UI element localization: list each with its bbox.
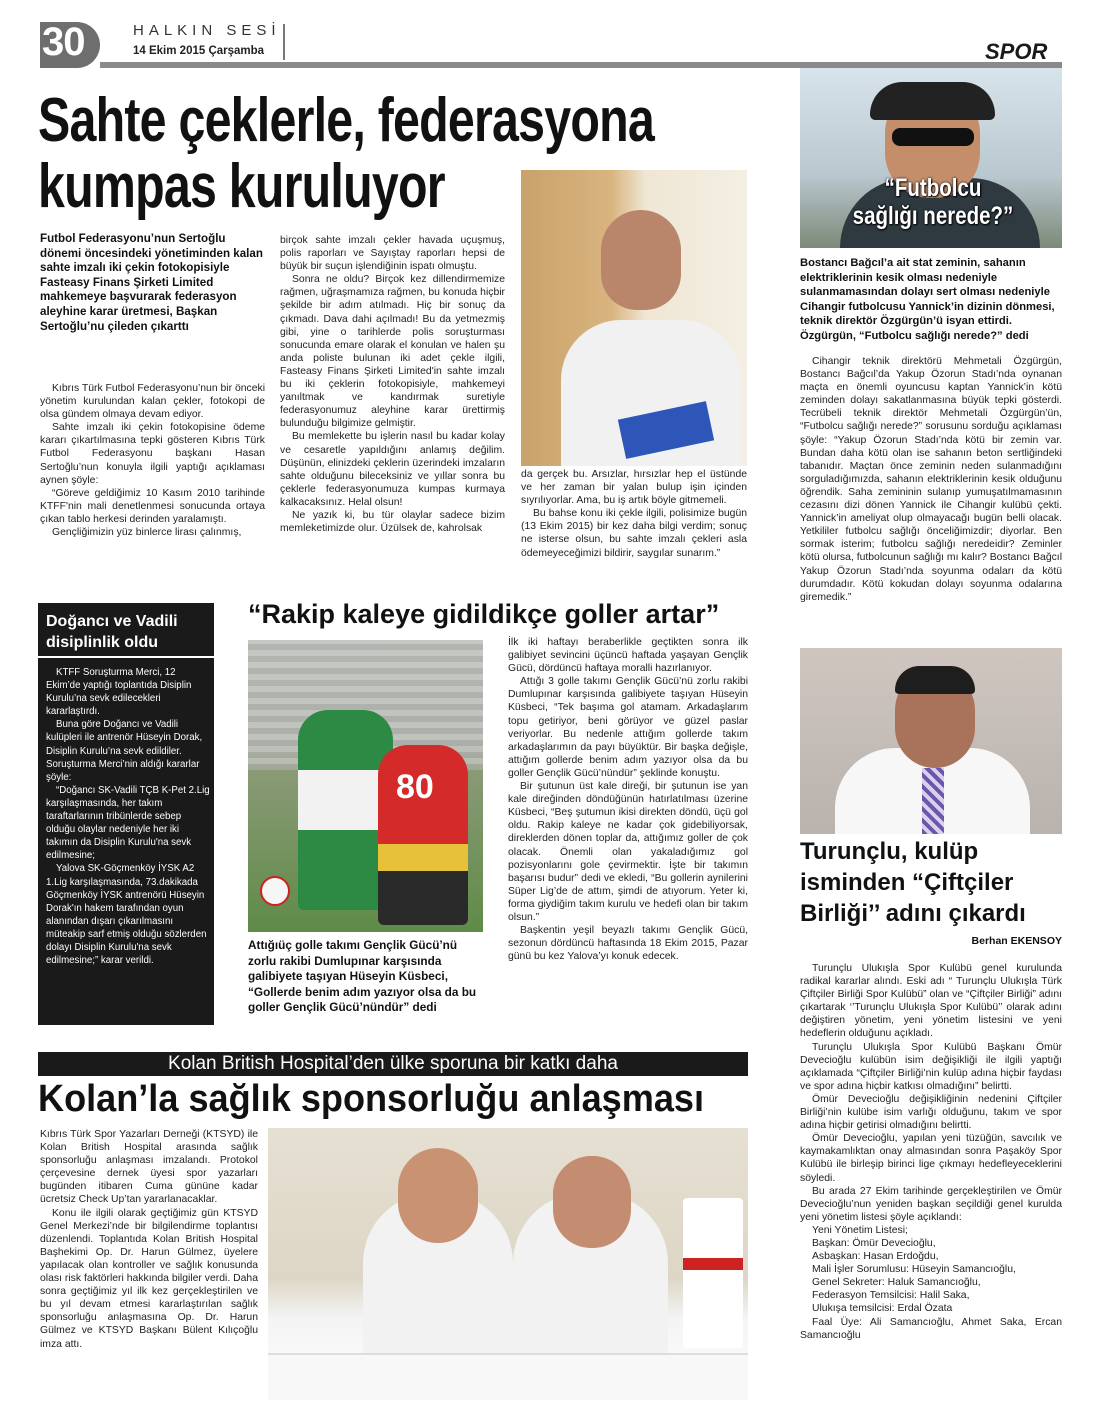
lead-paragraph: Gençliğimizin yüz binlerce lirası çalınmış,	[52, 527, 242, 539]
turunclu-headline	[800, 836, 1062, 929]
match-photo	[248, 640, 483, 932]
photo-figure-sunglasses	[892, 128, 974, 146]
turunclu-byline: Berhan EKENSOY	[971, 935, 1062, 947]
lead-paragraph: Kıbrıs Türk Futbol Federasyonu’nun bir önceki yönetim kurulundan kalan çekler, fotokopi de olsa gündem olmaya devam ediyor.	[40, 383, 265, 421]
turunclu-paragraph: Ömür Devecioğlu, yapılan yeni tüzüğün, savcılık ve kaymakamlıktan onay almasından sonra Paşaköy Spor Kulübü ile birleşip birinci lige çıkmayı hedefleyeceklerini söyledi.	[800, 1133, 1062, 1184]
disiplin-paragraph: Yalova SK-Göçmenköy İYSK A2 1.Lig karşılaşmasında, 73.dakikada Göçmenköy İYSK antrenörü Hüseyin Dorak'ın hakem tarafından oyun alanından dışarı çıkarılmasını müteakip sarf etmiş olduğu sözlerden dolayı Disiplin Kurulu'na sevk edilmesine;” karar verildi.	[46, 863, 207, 967]
paper-name: HALKIN SESİ	[133, 22, 281, 39]
disiplin-title-line1: Doğancı ve Vadili	[46, 613, 178, 630]
photo-ball	[260, 876, 290, 906]
disiplin-title-line2: disiplinlik oldu	[46, 634, 158, 651]
disiplin-paragraph: KTFF Soruşturma Merci, 12 Ekim’de yaptığı toplantıda Disiplin Kurulu’na sevk edilecekleri kararlaştırdı.	[46, 667, 192, 718]
lead-column-2	[280, 234, 505, 535]
turunclu-headline-line1: Turunçlu, kulüp	[800, 838, 979, 865]
turunclu-paragraph: Bu arada 27 Ekim tarihinde gerçekleştirilen ve Ömür Devecioğlu’nun yeniden başkan seçildiği genel kurulda yeni yönetim listesi şöyle açıklandı:	[800, 1185, 1062, 1223]
disiplin-body	[46, 666, 210, 967]
ozgurgun-photo-caption	[808, 174, 1058, 230]
lead-headline-line2: kumpas kuruluyor	[38, 152, 445, 221]
lead-paragraph: Sahte imzalı iki çekin fotokopisine ödeme kararı çıkartılmasına tepki gösteren Kıbrıs Türk Futbol Federasyonu başkanı Hasan Sertoğlu’nun konuyla ilgili yaptığı açıklaması aynen şöyle:	[40, 422, 265, 486]
kolan-paragraph: Kıbrıs Türk Spor Yazarları Derneği (KTSYD) ile Kolan British Hospital arasında sağlık sponsorluğu anlaşması imzalandı. Protokol çerçevesine dernek üyesi spor yazarları bugünden itibaren Cuma gününe kadar ücretsiz Check Up’tan yararlanacaklar.	[40, 1129, 258, 1206]
turunclu-headline-line3: Birliği’’ adını çıkardı	[800, 900, 1026, 927]
kolan-headline: Kolan’la sağlık sponsorluğu anlaşması	[38, 1078, 705, 1120]
ozgurgun-lead: Bostancı Bağcıl’a ait stat zeminin, sahanın elektriklerinin kesik olması nedeniyle sulanmamasından dolayı sert olması nedeniyle Cihangir futbolcusu Yannick’in dizinin dönmesi, teknik direktör Özgürgün’ü isyan ettirdi. Özgürgün, “Futbolcu sağlığı nerede?” dedi	[800, 257, 1055, 342]
turunclu-paragraph: Turunçlu Ulukışla Spor Kulübü genel kurulunda radikal kararlar alındı. Eski adı “ Turunçlu Ulukışla Türk Çiftçiler Birliği Spor Kulübü” olan ve “Çiftçiler Birliği” adını çıkartarak ‘’Turunçlu Ulukışla Spor Kulübü’’ olarak adını değiştiren yönetim, yeni yönetim listesini ve yeni hedeflerin olduğunu açıkladı.	[800, 963, 1062, 1040]
kolan-paragraph: Konu ile ilgili olarak geçtiğimiz gün KTSYD Genel Merkezi’nde bir bilgilendirme toplantısı düzenlendi. Toplantıda Kolan British Hospital Başhekimi Op. Dr. Harun Gülmez, üyelere yapılacak olan kontroller ve sağlık konusunda olası risk faktörleri hakkında bilgiler verdi. Daha sonra geçtiğimiz yıl ilk kez gerçekleştirilen ve bu yıl devam etmesi kararlaştırılan sağlık sponsorluğu anlaşmasına Op. Dr. Harun Gülmez ve KTSYD Başkanı Bülent Kılıçoğlu imza attı.	[40, 1207, 258, 1350]
board-list-item: Faal Üye: Ali Samancıoğlu, Ahmet Saka, Ercan Samancıoğlu	[800, 1316, 1062, 1341]
issue-date: 14 Ekim 2015 Çarşamba	[133, 45, 265, 57]
turunclu-body	[800, 962, 1062, 1342]
disiplin-paragraph: Buna göre Doğancı ve Vadili kulüpleri ile antrenör Hüseyin Dorak, Disiplin Kurulu’na sevk edildiler. Soruşturma Merci’nin aldığı kararlar şöyle:	[46, 719, 203, 783]
lead-column-1	[40, 382, 265, 539]
photo-flag	[683, 1198, 743, 1348]
lead-paragraph: da gerçek bu. Arsızlar, hırsızlar hep el üstünde ve her zaman bir yalan bulup işin içinden sıyrılıyorlar. Ama, bu iş artık böyle gitmemeli.	[521, 469, 747, 507]
ozgurgun-paragraph: Cihangir teknik direktörü Mehmetali Özgürgün, Bostancı Bağcıl’da Yakup Özorun Stadı’nda oynanan maçta en önemli oyuncusu kaptan Yannick’in kötü zeminden dolayı sakatlanmasına büyük tepki gösterdi. Tecrübeli teknik direktör Mehmetali Özgürgün’ün, “Futbolcu sağlığı nerede?” sorusunu sorduğu açıklaması şöyle: “Yakup Özorun Stadı’nda kötü bir zemin var. Bundan daha kötü olan ise sahanın beton sertliğindeki tabanıdır. Maçtan önce zeminin neden sulanmadığını sorguladığımızda, sahanın elektriklerinin kesik olduğunu öğrendik. Saha zemininin sulanıp yumuşatılmamasının cezasını dizi dönen Yannick ile Cihangir kulübü çekti. Yannick’in ameliyat olup olmayacağı bugün belli olacak. Yetkililer futbolcu sağlığı önceliğimizdir; diyorlar. Ben sormak isterim; futbolcu sağlığı neredeidir? Zeminler kötü olursa, futbolcunun sağlığı mı kalır? Bostancı Bağcıl Yakup Özorun Stadı’nda soyunma odaları da kötü durumdadır. Kötü kokudan dolayı soyunma odalarına giremedik.”	[800, 356, 1062, 603]
rakip-paragraph: İlk iki haftayı beraberlikle geçtikten sonra ilk galibiyet sevincini üçüncü haftada yaşayan Gençlik Gücü, dördüncü haftaya moralli hazırlanıyor.	[508, 637, 748, 675]
rakip-headline: “Rakip kaleye gidildikçe goller artar”	[248, 599, 720, 629]
disiplin-paragraph: “Doğancı SK-Vadili TÇB K-Pet 2.Lig karşılaşmasında, her takım taraftarlarının tribünlerde sebep olduğu olaylar nedeniyle her iki takımın da Disiplin Kurulu'na sevk edilmesine;	[46, 784, 210, 862]
photo-man-right-head	[553, 1156, 631, 1248]
photo-figure-hair	[895, 666, 975, 694]
lead-paragraph: birçok sahte imzalı çekler havada uçuşmuş, polis raporları ve Sayıştay raporları hepsi de büyük bir suçun işlendiğinin ispatı olmuştu.	[280, 235, 505, 273]
lead-headline-line1: Sahte çeklerle, federasyona	[38, 86, 655, 155]
kolan-signing-photo	[268, 1128, 748, 1400]
disiplin-title	[46, 611, 210, 653]
photo-man-left-head	[398, 1148, 478, 1243]
disiplin-title-rule	[38, 656, 214, 658]
caption-line-1: “Futbolcu	[884, 174, 982, 202]
lead-paragraph: Bu memlekette bu işlerin nasıl bu kadar kolay ve cesaretle yapıldığını anlamış değilim. Düşünün, elinizdeki çeklerin üzerindeki imzaların sahte olduğunu bileceksiniz ve yıllar sonra bu çeklerle federasyonumuza kumpas kurmaya kalkacaksınız. Helal olsun!	[280, 431, 505, 508]
rakip-paragraph: Bir şutunun üst kale direği, bir şutunun ise yan kale direğinden döndüğünün hatırlatılması üzerine Küsbeci, “Beş şutumun ikisi direkten döndü, üçü gol oldu. Rakip kaleye ne kadar çok gidebiliyorsak, direklerden dönen toplar da, attığımız goller de çok olacak. Önemli olan yakaladığımız gol pozisyonlarını gole çevirmektir. İşte bir takımın başarısı budur” dedi ve ekledi, “Bu gollerin aynilerini Süper Lig’de de attım, şimdi de atıyorum. Yeter ki, forma giydiğim takım kurulu ve hedefi olan bir takım olsun.”	[508, 781, 748, 923]
rakip-body	[508, 636, 748, 963]
section-tag: SPOR	[985, 39, 1048, 64]
turunclu-headline-line2: isminden “Çiftçiler	[800, 869, 1014, 896]
caption-line-2: sağlığı nerede?”	[852, 202, 1014, 230]
photo-figure-head	[601, 210, 681, 310]
match-photo-caption: Attığıüç golle takımı Gençlik Gücü’nü zorlu rakibi Dumlupınar karşısında galibiyete taşıyan Hüseyin Küsbeci, “Gollerde benim adım yazıyor olsa da bu goller Gençlik Gücü’nündür” dedi	[248, 938, 477, 1015]
turunclu-paragraph: Ömür Devecioğlu değişikliğinin nedenini Çiftçiler Birliği’nin kulübe isim varlığı olduğunu, takım ve spor adına hiçbir getirisi olmadığını belirtti.	[800, 1093, 1062, 1132]
board-list-item: Federasyon Temsilcisi: Halil Saka,	[812, 1290, 970, 1302]
sertoglu-photo	[521, 170, 747, 466]
board-list-item: Başkan: Ömür Devecioğlu,	[812, 1237, 936, 1249]
board-list-item: Ulukışa temsilcisi: Erdal Özata	[812, 1303, 953, 1315]
jersey-number: 80	[396, 768, 434, 806]
rakip-paragraph: Başkentin yeşil beyazlı takımı Gençlik Gücü, sezonun dördüncü haftasında 18 Ekim 2015, Pazar günü bu kez Yalova’yı konuk edecek.	[508, 925, 748, 963]
photo-figure-cap	[870, 82, 995, 120]
rakip-paragraph: Attığı 3 golle takımı Gençlik Gücü’nü zorlu rakibi Dumlupınar karşısında galibiyete taşıyan Hüseyin Küsbeci, “Tek başıma gol atamam. Arkadaşlarım topu getiriyor, beni görüyor ve güzel paslar veriyorlar. Bu nedenle attığım gollerde takım arkadaşlarımın da payı büyüktür. Bir başka değişle, attığım gollerde benim adım yazıyor olsa da bu goller Gençlik Gücü’nündür” şeklinde konuştu.	[508, 676, 748, 779]
masthead-divider	[283, 24, 285, 60]
kolan-kicker-text: Kolan British Hospital’den ülke sporuna bir katkı daha	[168, 1053, 618, 1074]
ozgurgun-body	[800, 355, 1062, 604]
page-number: 30	[42, 20, 85, 64]
photo-figure-tie	[922, 768, 944, 834]
board-list-item: Mali İşler Sorumlusu: Hüseyin Samancıoğlu,	[812, 1264, 1016, 1276]
devecioglu-photo	[800, 648, 1062, 834]
lead-paragraph: Bu bahse konu iki çekle ilgili, polisimize bugün (13 Ekim 2015) bir kez daha bilgi verdim; sonuç ne isterse olsun, bu sahte imzalı çekleri asla ödemeyeceğimizi bildirir, saygılar sunarım.”	[521, 508, 747, 559]
board-list-item: Genel Sekreter: Haluk Samancıoğlu,	[812, 1277, 981, 1289]
lead-paragraph: Ne yazık ki, bu tür olaylar sadece bizim memleketimizde olur. Üzülsek de, kahrolsak	[280, 509, 505, 535]
kolan-body	[40, 1128, 258, 1351]
board-list-item: Asbaşkan: Hasan Erdoğdu,	[812, 1251, 939, 1263]
lead-intro: Futbol Federasyonu’nun Sertoğlu dönemi öncesindeki yönetiminden kalan sahte imzalı iki çekin fotokopisiyle Fasteasy Finans Şirketi Limited mahkemeye başvurarak federasyon aleyhine karar üretmesi, Başkan Sertoğlu’nu çileden çıkarttı	[40, 232, 263, 333]
turunclu-paragraph: Turunçlu Ulukışla Spor Kulübü Başkanı Ömür Devecioğlu kulübün isim değişikliği ile ilgili yaptığı açıklamada “Çiftçiler Birliği’nin kulüp adına hiçbir faydası ve spor adına hiçbir katkısı olmadığını” belirtti.	[800, 1041, 1062, 1092]
board-list-item: Yeni Yönetim Listesi;	[812, 1224, 908, 1236]
lead-paragraph: “Göreve geldiğimiz 10 Kasım 2010 tarihinde KTFF'nin mali denetlenmesi sonucunda ortaya çıkan tablo herkesi derinden yaralamıştı.	[40, 487, 265, 525]
photo-table	[268, 1353, 748, 1400]
lead-column-3	[521, 468, 747, 560]
lead-paragraph: Sonra ne oldu? Birçok kez dillendirmemize rağmen, uğraşmamıza rağmen, bu konuda hiçbir şekilde bir adım atılmadı. Hiç bir sonuç da çıkmadı. Dava dahi açılmadı! Bu da yetmezmiş gibi, yine o tarihlerde polis soruşturması sonucunda emare olarak el konulan ve halen şu anda poliste bulunan iki adet çekle ilgili, Fasteasy Finans Şirketi Limited'in sahte imzalı bu iki çeklerin fotokopisiyle, mahkemeyi yanıltmak ve kandırmak suretiyle federasyonumuz aleyhine karar ürettirmiş bulunduğu bilgimize gelmiştir.	[280, 274, 505, 430]
